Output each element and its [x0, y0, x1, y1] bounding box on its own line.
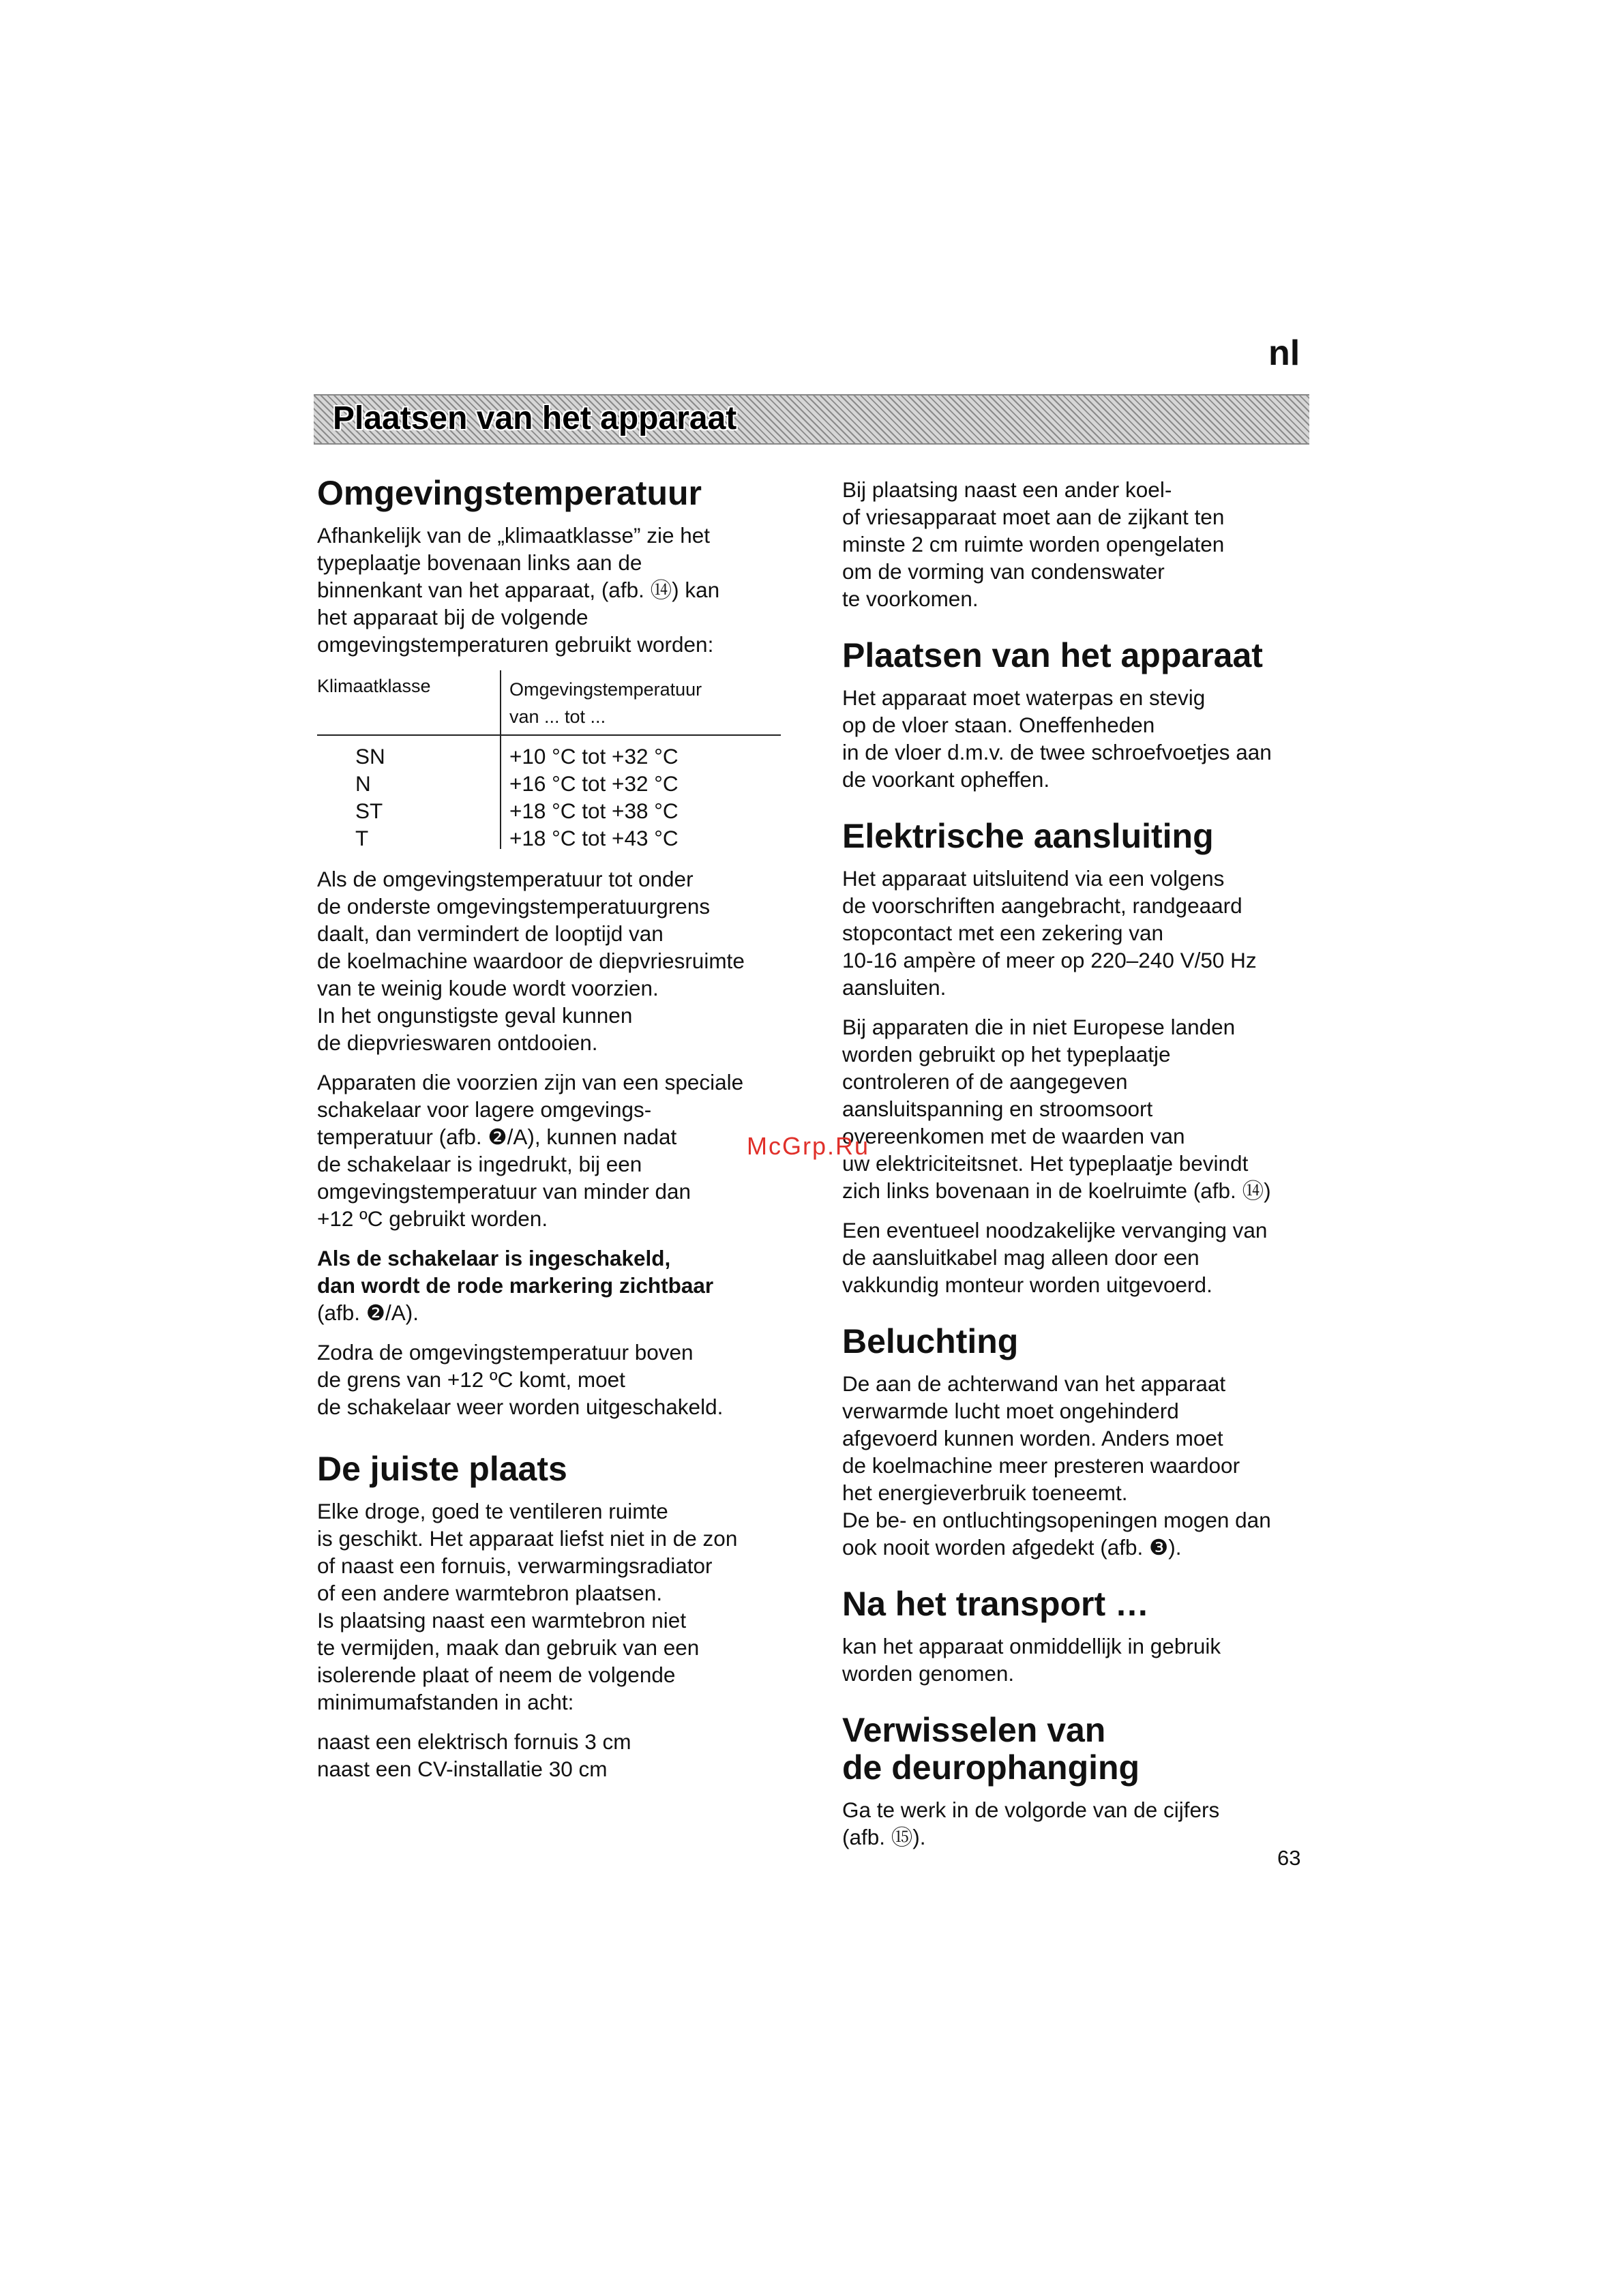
omgeving-paragraph-3 [317, 1244, 788, 1326]
table-header-temperatuur: Omgevingstemperatuur van ... tot ... [509, 679, 702, 727]
left-column [317, 475, 788, 1795]
language-code: nl [1268, 333, 1300, 373]
klimaatklasse-table [317, 670, 781, 849]
plaats-paragraph-1: Elke droge, goed te ventileren ruimte is geschikt. Het apparaat liefst niet in de zon of naast een fornuis, verwarmingsradiator of een andere warmtebron plaatsen. Is plaatsing naast een warmtebron niet te vermijden, maak dan gebruik van een isolerende plaat of neem de volgende minimumafstanden in acht: [317, 1499, 738, 1714]
table-header-klimaatklasse: Klimaatklasse [317, 676, 431, 696]
section-banner [314, 394, 1309, 445]
beluchting-heading: Beluchting [842, 1322, 1019, 1360]
right-column [842, 476, 1313, 1863]
banner-title: Plaatsen van het apparaat [333, 400, 737, 436]
klasse-cell: N [355, 771, 371, 796]
table-row [317, 770, 781, 797]
elektrisch-paragraph-3: Een eventueel noodzakelijke vervanging van de aansluitkabel mag alleen door een vakkundig monteur worden uitgevoerd. [842, 1218, 1268, 1297]
plaats-paragraph-2: naast een elektrisch fornuis 3 cm naast een CV-installatie 30 cm [317, 1729, 631, 1781]
table-row [317, 824, 781, 852]
temp-cell: +18 °C tot +38 °C [509, 799, 679, 823]
klasse-cell: T [355, 826, 369, 850]
plaatsen-heading: Plaatsen van het apparaat [842, 636, 1263, 674]
table-divider-horizontal [317, 734, 781, 736]
elektrische-aansluiting-heading: Elektrische aansluiting [842, 817, 1214, 855]
table-row [317, 797, 781, 824]
temp-cell: +10 °C tot +32 °C [509, 744, 679, 769]
elektrisch-paragraph-2: Bij apparaten die in niet Europese landen worden gebruikt op het typeplaatje controleren of de aangegeven aansluitspanning en stroomsoort overeenkomen met de waarden van uw elektriciteitsnet. Het typeplaatje bevindt zich links bovenaan in de koelruimte (afb. ⑭) [842, 1015, 1271, 1203]
page-number: 63 [1277, 1846, 1301, 1870]
omgevingstemperatuur-heading: Omgevingstemperatuur [317, 474, 702, 512]
omgeving-paragraph-2: Apparaten die voorzien zijn van een speciale schakelaar voor lagere omgevings- temperatuur (afb. ❷/A), kunnen nadat de schakelaar is ingedrukt, bij een omgevingstemperatuur van minder dan +12 ºC gebruikt worden. [317, 1070, 744, 1231]
klasse-cell: SN [355, 744, 385, 769]
verwisselen-paragraph: Ga te werk in de volgorde van de cijfers (afb. ⑮). [842, 1798, 1220, 1849]
watermark: McGrp.Ru [747, 1132, 870, 1160]
transport-paragraph: kan het apparaat onmiddellijk in gebruik worden genomen. [842, 1634, 1221, 1686]
beluchting-paragraph: De aan de achterwand van het apparaat verwarmde lucht moet ongehinderd afgevoerd kunnen worden. Anders moet de koelmachine meer presteren waardoor het energieverbruik toeneemt. De be- en ontluchtingsopeningen mogen dan ook nooit worden afgedekt (afb. ❸). [842, 1371, 1271, 1560]
juiste-plaats-heading: De juiste plaats [317, 1450, 567, 1488]
verwisselen-heading: Verwisselen van de deurophanging [842, 1711, 1140, 1787]
schakelaar-figure-ref: (afb. ❷/A). [317, 1300, 419, 1325]
right-intro-paragraph: Bij plaatsing naast een ander koel- of vriesapparaat moet aan de zijkant ten minste 2 cm ruimte worden opengelaten om de vorming van condenswater te voorkomen. [842, 477, 1225, 611]
table-row [317, 743, 781, 770]
temp-cell: +16 °C tot +32 °C [509, 771, 679, 796]
omgeving-paragraph-1: Als de omgevingstemperatuur tot onder de onderste omgevingstemperatuurgrens daalt, dan vermindert de looptijd van de koelmachine waardoor de diepvriesruimte van te weinig koude wordt voorzien. In het ongunstigste geval kunnen de diepvrieswaren ontdooien. [317, 867, 745, 1055]
omgeving-paragraph-4: Zodra de omgevingstemperatuur boven de grens van +12 ºC komt, moet de schakelaar weer worden uitgeschakeld. [317, 1340, 724, 1419]
elektrisch-paragraph-1: Het apparaat uitsluitend via een volgens de voorschriften aangebracht, randgeaard stopcontact met een zekering van 10-16 ampère of meer op 220–240 V/50 Hz aansluiten. [842, 866, 1257, 1000]
schakelaar-warning: Als de schakelaar is ingeschakeld, dan wordt de rode markering zichtbaar [317, 1246, 714, 1298]
temp-cell: +18 °C tot +43 °C [509, 826, 679, 850]
plaatsen-paragraph: Het apparaat moet waterpas en stevig op de vloer staan. Oneffenheden in de vloer d.m.v. de twee schroefvoetjes aan de voorkant opheffen. [842, 685, 1272, 792]
omgeving-intro: Afhankelijk van de „klimaatklasse” zie het typeplaatje bovenaan links aan de binnenkant van het apparaat, (afb. ⑭) kan het apparaat bij de volgende omgevingstemperaturen gebruikt worden: [317, 523, 720, 657]
klasse-cell: ST [355, 799, 383, 823]
transport-heading: Na het transport … [842, 1585, 1150, 1623]
